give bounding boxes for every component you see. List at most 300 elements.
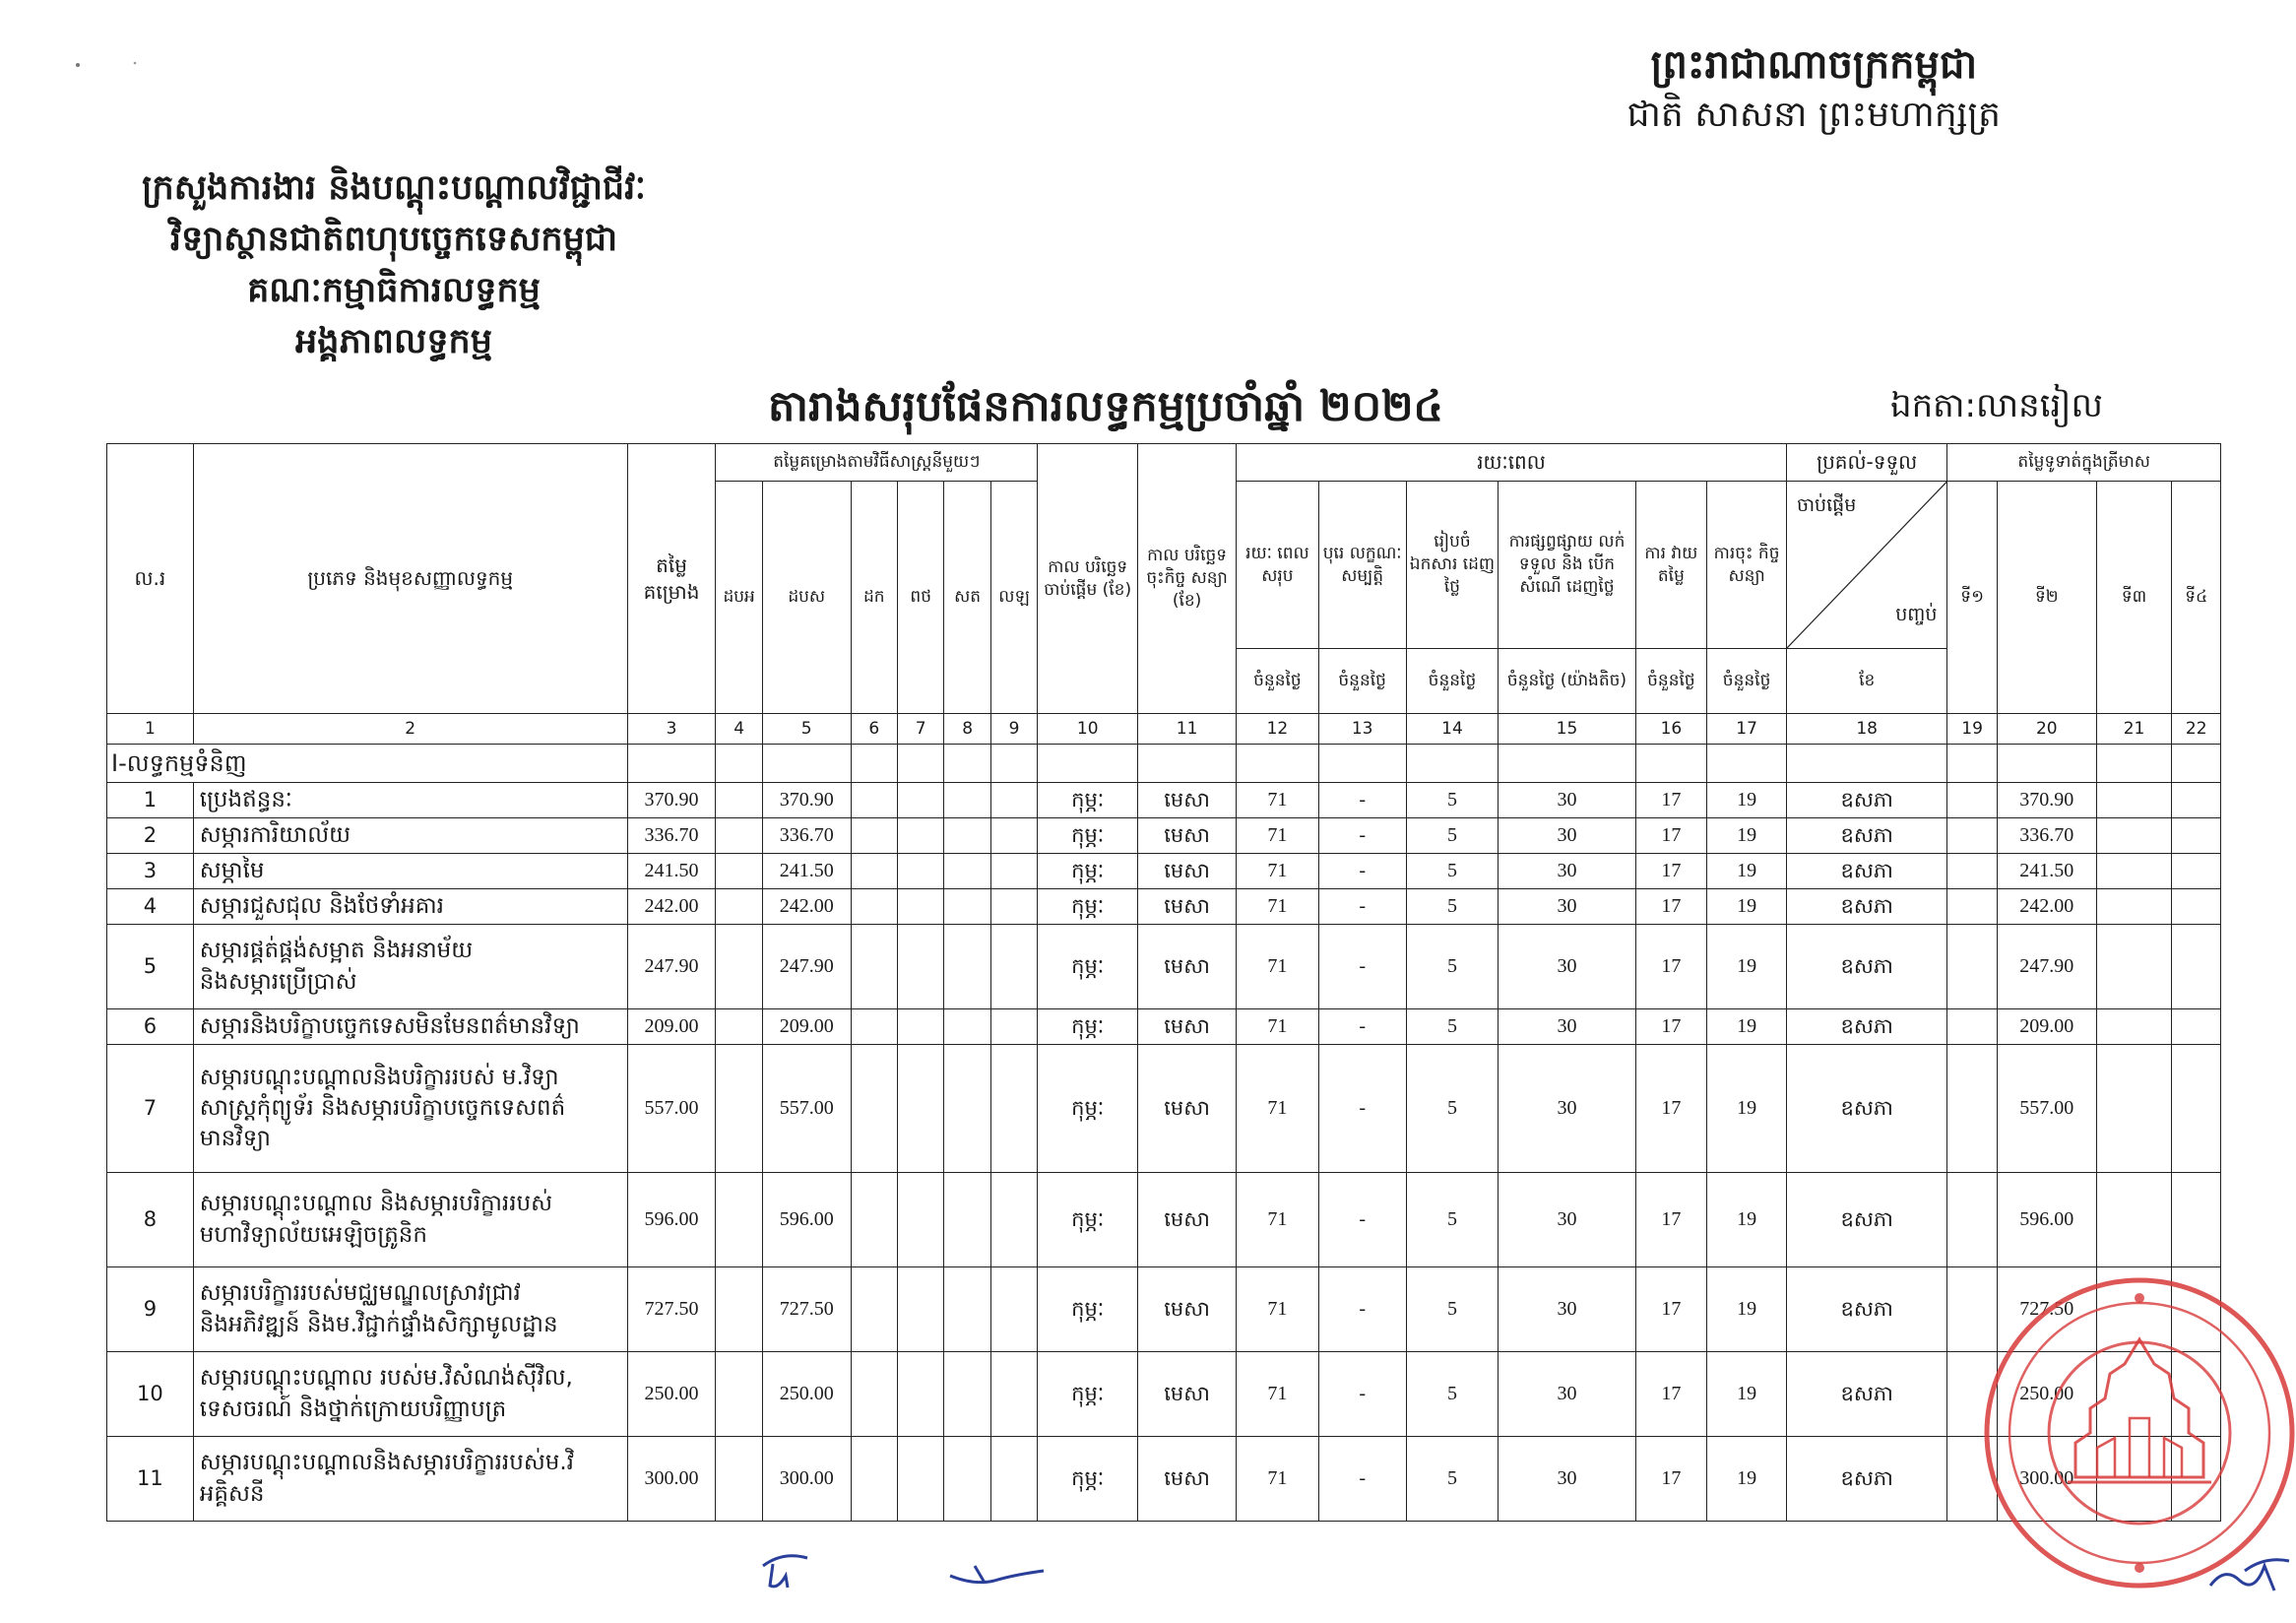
- item-name-line: មហាវិទ្យាល័យអេឡិចត្រូនិក: [199, 1221, 428, 1248]
- q4-value: [2172, 818, 2221, 854]
- handover-month: ឧសភា: [1786, 783, 1946, 818]
- item-name-line: សម្ភារជួសជុល និងថែទាំអគារ: [199, 892, 444, 919]
- method-5-value: [944, 1437, 990, 1522]
- method-6-value: [990, 1437, 1037, 1522]
- col-spec: បុរេ លក្ខណៈ សម្បត្តិ: [1318, 482, 1406, 649]
- evaluation-days: 17: [1635, 1267, 1707, 1352]
- column-number: 15: [1499, 714, 1635, 745]
- column-number: 9: [990, 714, 1037, 745]
- item-name: [193, 783, 627, 818]
- row-number: 4: [107, 889, 194, 925]
- item-name-line: ប្រេងឥន្ធនៈ: [199, 786, 292, 812]
- contract-month: មេសា: [1138, 1437, 1237, 1522]
- estimated-value: 336.70: [627, 818, 716, 854]
- item-name-line: សម្ភារនិងបរិក្ខាបច្ចេកទេសមិនមែនពត៌មានវិទ្យា: [199, 1012, 580, 1039]
- method-2-value: 241.50: [762, 854, 851, 889]
- method-4-value: [898, 1009, 944, 1045]
- q1-value: [1947, 854, 1997, 889]
- signing-days: 19: [1707, 1267, 1787, 1352]
- contract-month: មេសា: [1138, 1267, 1237, 1352]
- column-number: 6: [851, 714, 897, 745]
- method-5-value: [944, 783, 990, 818]
- title-row: [0, 379, 2296, 438]
- currency-unit: ឯកតា:លានរៀល: [1890, 386, 2103, 425]
- method-2-value: 209.00: [762, 1009, 851, 1045]
- unit-days: ចំនួនថ្ងៃ: [1318, 649, 1406, 714]
- evaluation-days: 17: [1635, 925, 1707, 1009]
- column-number: 17: [1707, 714, 1787, 745]
- method-4-value: [898, 1352, 944, 1437]
- column-number: 10: [1038, 714, 1138, 745]
- method-4-value: [898, 1173, 944, 1267]
- total-days: 71: [1237, 818, 1319, 854]
- estimated-value: 241.50: [627, 854, 716, 889]
- q3-value: [2096, 925, 2172, 1009]
- col-evaluation: ការ វាយតម្លៃ: [1635, 482, 1707, 649]
- method-3-value: [851, 1009, 897, 1045]
- col-group-quarter: តម្លៃទូទាត់ក្នុងត្រីមាស: [1947, 444, 2221, 482]
- estimated-value: 727.50: [627, 1267, 716, 1352]
- method-5-value: [944, 1045, 990, 1173]
- row-number: 2: [107, 818, 194, 854]
- method-2-value: 250.00: [762, 1352, 851, 1437]
- item-name: [193, 1173, 627, 1267]
- evaluation-days: 17: [1635, 783, 1707, 818]
- signing-days: 19: [1707, 783, 1787, 818]
- q2-value: 247.90: [1997, 925, 2096, 1009]
- method-6-value: [990, 1045, 1037, 1173]
- contract-month: មេសា: [1138, 1173, 1237, 1267]
- q2-value: 250.00: [1997, 1352, 2096, 1437]
- col-q2: ទី២: [1997, 482, 2096, 714]
- column-number: 8: [944, 714, 990, 745]
- method-6-value: [990, 854, 1037, 889]
- q3-value: [2096, 889, 2172, 925]
- item-name-line: និងសម្ភារប្រើប្រាស់: [199, 968, 357, 995]
- section-row: [107, 745, 2221, 783]
- signature-initial: [758, 1546, 837, 1595]
- spec-days: -: [1318, 1352, 1406, 1437]
- table-row: [107, 1437, 2221, 1522]
- q4-value: [2172, 783, 2221, 818]
- col-group-duration: រយៈពេល: [1237, 444, 1787, 482]
- spec-days: -: [1318, 783, 1406, 818]
- column-number: 21: [2096, 714, 2172, 745]
- q1-value: [1947, 783, 1997, 818]
- q2-value: 209.00: [1997, 1009, 2096, 1045]
- q3-value: [2096, 818, 2172, 854]
- method-1-value: [716, 1352, 762, 1437]
- advert-days: 30: [1499, 818, 1635, 854]
- col-start-end: [1786, 482, 1946, 649]
- row-number: 11: [107, 1437, 194, 1522]
- evaluation-days: 17: [1635, 854, 1707, 889]
- method-3-value: [851, 925, 897, 1009]
- column-number: 22: [2172, 714, 2221, 745]
- method-6-value: [990, 783, 1037, 818]
- start-month: កុម្ភៈ: [1038, 1352, 1138, 1437]
- docs-days: 5: [1406, 1009, 1499, 1045]
- col-method-3: ដក: [851, 482, 897, 714]
- method-2-value: 242.00: [762, 889, 851, 925]
- item-name: [193, 1267, 627, 1352]
- estimated-value: 250.00: [627, 1352, 716, 1437]
- item-name-line: សម្ភារបណ្តុះបណ្តាល និងសម្ភារបរិក្ខាររបស់: [199, 1191, 553, 1217]
- contract-month: មេសា: [1138, 1352, 1237, 1437]
- contract-month: មេសា: [1138, 925, 1237, 1009]
- col-docs: រៀបចំ ឯកសារ ដេញថ្លៃ: [1406, 482, 1499, 649]
- table-row: [107, 925, 2221, 1009]
- method-4-value: [898, 1267, 944, 1352]
- col-total-duration: រយៈ ពេល សរុប: [1237, 482, 1319, 649]
- column-number: 7: [898, 714, 944, 745]
- signature-initial: [945, 1561, 1053, 1600]
- method-4-value: [898, 889, 944, 925]
- estimated-value: 242.00: [627, 889, 716, 925]
- signing-days: 19: [1707, 1173, 1787, 1267]
- method-5-value: [944, 1267, 990, 1352]
- col-q4: ទី៤: [2172, 482, 2221, 714]
- method-5-value: [944, 1173, 990, 1267]
- method-1-value: [716, 925, 762, 1009]
- row-number: 5: [107, 925, 194, 1009]
- start-month: កុម្ភៈ: [1038, 1437, 1138, 1522]
- q2-value: 370.90: [1997, 783, 2096, 818]
- method-6-value: [990, 1267, 1037, 1352]
- handover-month: ឧសភា: [1786, 1009, 1946, 1045]
- q3-value: [2096, 1173, 2172, 1267]
- docs-days: 5: [1406, 1267, 1499, 1352]
- column-number: 20: [1997, 714, 2096, 745]
- row-number: 3: [107, 854, 194, 889]
- col-q1: ទី១: [1947, 482, 1997, 714]
- col-start: ចាប់ផ្តើម: [1796, 494, 1857, 516]
- signing-days: 19: [1707, 854, 1787, 889]
- q4-value: [2172, 1045, 2221, 1173]
- contract-month: មេសា: [1138, 889, 1237, 925]
- total-days: 71: [1237, 1009, 1319, 1045]
- table-row: [107, 854, 2221, 889]
- start-month: កុម្ភៈ: [1038, 783, 1138, 818]
- method-1-value: [716, 1437, 762, 1522]
- table-row: [107, 1009, 2221, 1045]
- docs-days: 5: [1406, 925, 1499, 1009]
- unit-days: ចំនួនថ្ងៃ: [1635, 649, 1707, 714]
- evaluation-days: 17: [1635, 1045, 1707, 1173]
- item-name-line: និងអភិវឌ្ឍន៍ និងម.វិជ្ជាក់ផ្ទាំងសិក្សាមូលដ្ឋាន: [199, 1311, 558, 1337]
- method-5-value: [944, 1352, 990, 1437]
- method-4-value: [898, 783, 944, 818]
- method-2-value: 247.90: [762, 925, 851, 1009]
- method-5-value: [944, 925, 990, 1009]
- handover-month: ឧសភា: [1786, 925, 1946, 1009]
- signature-initial: [2205, 1546, 2294, 1605]
- column-number: 1: [107, 714, 194, 745]
- method-2-value: 300.00: [762, 1437, 851, 1522]
- q3-value: [2096, 1009, 2172, 1045]
- evaluation-days: 17: [1635, 1437, 1707, 1522]
- method-6-value: [990, 1173, 1037, 1267]
- q1-value: [1947, 1009, 1997, 1045]
- handover-month: ឧសភា: [1786, 1173, 1946, 1267]
- method-1-value: [716, 818, 762, 854]
- item-name-line: សម្ភារបណ្តុះបណ្តាលនិងសម្ភារបរិក្ខាររបស់ម.វិ: [199, 1450, 574, 1476]
- q1-value: [1947, 889, 1997, 925]
- item-name: [193, 1045, 627, 1173]
- col-q3: ទី៣: [2096, 482, 2172, 714]
- section-title: I-លទ្ធកម្មទំនិញ: [107, 745, 628, 783]
- estimated-value: 370.90: [627, 783, 716, 818]
- method-3-value: [851, 1267, 897, 1352]
- col-method-2: ដបស: [762, 482, 851, 714]
- signing-days: 19: [1707, 818, 1787, 854]
- national-header: [1627, 39, 2001, 140]
- method-6-value: [990, 818, 1037, 854]
- col-est-value: តម្លៃ គម្រោង: [627, 444, 716, 714]
- q3-value: [2096, 1045, 2172, 1173]
- unit-month: ខែ: [1786, 649, 1946, 714]
- col-type-name: ប្រភេទ និងមុខសញ្ញាលទ្ធកម្ម: [193, 444, 627, 714]
- contract-month: មេសា: [1138, 854, 1237, 889]
- column-number: 5: [762, 714, 851, 745]
- table-row: [107, 1267, 2221, 1352]
- advert-days: 30: [1499, 1173, 1635, 1267]
- q4-value: [2172, 925, 2221, 1009]
- col-contract-date: កាល បរិច្ឆេទ ចុះកិច្ច សន្យា (ខែ): [1138, 444, 1237, 714]
- total-days: 71: [1237, 783, 1319, 818]
- col-method-5: សត: [944, 482, 990, 714]
- contract-month: មេសា: [1138, 1009, 1237, 1045]
- advert-days: 30: [1499, 854, 1635, 889]
- method-2-value: 727.50: [762, 1267, 851, 1352]
- evaluation-days: 17: [1635, 1173, 1707, 1267]
- method-6-value: [990, 1009, 1037, 1045]
- advert-days: 30: [1499, 889, 1635, 925]
- start-month: កុម្ភៈ: [1038, 889, 1138, 925]
- estimated-value: 300.00: [627, 1437, 716, 1522]
- procurement-plan-table: [106, 443, 2221, 1522]
- row-number: 7: [107, 1045, 194, 1173]
- method-6-value: [990, 1352, 1037, 1437]
- spec-days: -: [1318, 1267, 1406, 1352]
- item-name: [193, 854, 627, 889]
- signing-days: 19: [1707, 1437, 1787, 1522]
- spec-days: -: [1318, 1173, 1406, 1267]
- q3-value: [2096, 783, 2172, 818]
- method-3-value: [851, 889, 897, 925]
- q1-value: [1947, 818, 1997, 854]
- item-name-line: សម្ភារបណ្តុះបណ្តាលនិងបរិក្ខាររបស់ ម.វិទ្យា: [199, 1064, 559, 1090]
- item-name-line: មានវិទ្យា: [199, 1126, 271, 1152]
- column-number: 19: [1947, 714, 1997, 745]
- docs-days: 5: [1406, 818, 1499, 854]
- item-name: [193, 818, 627, 854]
- document-title: តារាងសរុបផែនការលទ្ធកម្មប្រចាំឆ្នាំ ២០២៤: [768, 382, 1444, 431]
- method-3-value: [851, 1045, 897, 1173]
- method-3-value: [851, 1437, 897, 1522]
- item-name: [193, 889, 627, 925]
- q4-value: [2172, 854, 2221, 889]
- institute-name: វិទ្យាស្ថានជាតិពហុបច្ចេកទេសកម្ពុជា: [169, 220, 618, 259]
- method-4-value: [898, 854, 944, 889]
- col-prep-start: កាល បរិច្ឆេទ ចាប់ផ្តើម (ខែ): [1038, 444, 1138, 714]
- q2-value: 300.00: [1997, 1437, 2096, 1522]
- advert-days: 30: [1499, 1267, 1635, 1352]
- method-4-value: [898, 925, 944, 1009]
- contract-month: មេសា: [1138, 818, 1237, 854]
- q4-value: [2172, 1009, 2221, 1045]
- col-end: បញ្ចប់: [1895, 604, 1938, 626]
- start-month: កុម្ភៈ: [1038, 1173, 1138, 1267]
- method-4-value: [898, 818, 944, 854]
- q2-value: 727.50: [1997, 1267, 2096, 1352]
- ministry-name: ក្រសួងការងារ និងបណ្តុះបណ្តាលវិជ្ជាជីវៈ: [142, 168, 646, 208]
- start-month: កុម្ភៈ: [1038, 1009, 1138, 1045]
- q4-value: [2172, 1173, 2221, 1267]
- total-days: 71: [1237, 1352, 1319, 1437]
- table-row: [107, 1045, 2221, 1173]
- item-name: [193, 1352, 627, 1437]
- total-days: 71: [1237, 925, 1319, 1009]
- table-row: [107, 1173, 2221, 1267]
- item-name-line: សាស្ត្រកុំព្យូទ័រ និងសម្ភារបរិក្ខាបច្ចេកទេសពត៌: [199, 1094, 566, 1121]
- spec-days: -: [1318, 854, 1406, 889]
- docs-days: 5: [1406, 1173, 1499, 1267]
- item-name-line: សម្ភាមៃ: [199, 857, 265, 883]
- advert-days: 30: [1499, 1045, 1635, 1173]
- start-month: កុម្ភៈ: [1038, 1045, 1138, 1173]
- method-1-value: [716, 889, 762, 925]
- national-motto: ជាតិ សាសនា ព្រះមហាក្សត្រ: [1626, 95, 2001, 135]
- unit-days: ចំនួនថ្ងៃ: [1237, 649, 1319, 714]
- method-5-value: [944, 854, 990, 889]
- table-row: [107, 818, 2221, 854]
- table-row: [107, 889, 2221, 925]
- handover-month: ឧសភា: [1786, 1437, 1946, 1522]
- evaluation-days: 17: [1635, 818, 1707, 854]
- column-number: 11: [1138, 714, 1237, 745]
- method-6-value: [990, 925, 1037, 1009]
- total-days: 71: [1237, 1173, 1319, 1267]
- column-number: 3: [627, 714, 716, 745]
- start-month: កុម្ភៈ: [1038, 818, 1138, 854]
- handover-month: ឧសភា: [1786, 854, 1946, 889]
- contract-month: មេសា: [1138, 783, 1237, 818]
- item-name: [193, 1437, 627, 1522]
- row-number: 8: [107, 1173, 194, 1267]
- column-number-row: [107, 714, 2221, 745]
- row-number: 10: [107, 1352, 194, 1437]
- total-days: 71: [1237, 1045, 1319, 1173]
- method-5-value: [944, 889, 990, 925]
- method-1-value: [716, 1045, 762, 1173]
- estimated-value: 247.90: [627, 925, 716, 1009]
- spec-days: -: [1318, 1009, 1406, 1045]
- spec-days: -: [1318, 1437, 1406, 1522]
- handover-month: ឧសភា: [1786, 889, 1946, 925]
- scan-speck: [74, 59, 153, 79]
- q2-value: 557.00: [1997, 1045, 2096, 1173]
- advert-days: 30: [1499, 925, 1635, 1009]
- handover-month: ឧសភា: [1786, 818, 1946, 854]
- handover-month: ឧសភា: [1786, 1352, 1946, 1437]
- docs-days: 5: [1406, 783, 1499, 818]
- signing-days: 19: [1707, 925, 1787, 1009]
- col-signing: ការចុះ កិច្ច សន្យា: [1707, 482, 1787, 649]
- method-1-value: [716, 854, 762, 889]
- method-3-value: [851, 1173, 897, 1267]
- col-method-4: ពថ: [898, 482, 944, 714]
- spec-days: -: [1318, 1045, 1406, 1173]
- handover-month: ឧសភា: [1786, 1267, 1946, 1352]
- method-3-value: [851, 1352, 897, 1437]
- method-1-value: [716, 1267, 762, 1352]
- method-2-value: 557.00: [762, 1045, 851, 1173]
- advert-days: 30: [1499, 1437, 1635, 1522]
- advert-days: 30: [1499, 783, 1635, 818]
- column-number: 2: [193, 714, 627, 745]
- q2-value: 596.00: [1997, 1173, 2096, 1267]
- col-method-1: ដបអ: [716, 482, 762, 714]
- table-row: [107, 783, 2221, 818]
- method-5-value: [944, 1009, 990, 1045]
- item-name-line: សម្ភារបណ្តុះបណ្តាល របស់ម.វិសំណង់ស៊ីវិល,: [199, 1365, 573, 1392]
- unit-name: អង្គភាពលទ្ធកម្ម: [295, 322, 492, 361]
- total-days: 71: [1237, 1267, 1319, 1352]
- method-1-value: [716, 1009, 762, 1045]
- method-1-value: [716, 783, 762, 818]
- estimated-value: 596.00: [627, 1173, 716, 1267]
- col-method-6: លឡ: [990, 482, 1037, 714]
- q1-value: [1947, 1173, 1997, 1267]
- q1-value: [1947, 925, 1997, 1009]
- estimated-value: 557.00: [627, 1045, 716, 1173]
- estimated-value: 209.00: [627, 1009, 716, 1045]
- col-group-methods: តម្លៃគម្រោងតាមវិធីសាស្ត្រនីមួយៗ: [716, 444, 1038, 482]
- column-number: 13: [1318, 714, 1406, 745]
- signing-days: 19: [1707, 1352, 1787, 1437]
- docs-days: 5: [1406, 854, 1499, 889]
- col-group-handover: ប្រគល់-ទទួល: [1786, 444, 1946, 482]
- method-4-value: [898, 1437, 944, 1522]
- item-name-line: អគ្គិសនី: [199, 1480, 265, 1507]
- column-number: 12: [1237, 714, 1319, 745]
- q2-value: 336.70: [1997, 818, 2096, 854]
- row-number: 9: [107, 1267, 194, 1352]
- method-2-value: 370.90: [762, 783, 851, 818]
- table-row: [107, 1352, 2221, 1437]
- column-number: 14: [1406, 714, 1499, 745]
- total-days: 71: [1237, 889, 1319, 925]
- signing-days: 19: [1707, 889, 1787, 925]
- method-5-value: [944, 818, 990, 854]
- handover-month: ឧសភា: [1786, 1045, 1946, 1173]
- item-name-line: សម្ភារផ្គត់ផ្គង់សម្អាត និងអនាម័យ: [199, 938, 474, 964]
- evaluation-days: 17: [1635, 1009, 1707, 1045]
- spec-days: -: [1318, 818, 1406, 854]
- method-1-value: [716, 1173, 762, 1267]
- advert-days: 30: [1499, 1009, 1635, 1045]
- start-month: កុម្ភៈ: [1038, 1267, 1138, 1352]
- method-2-value: 336.70: [762, 818, 851, 854]
- start-month: កុម្ភៈ: [1038, 925, 1138, 1009]
- method-6-value: [990, 889, 1037, 925]
- row-number: 1: [107, 783, 194, 818]
- kingdom-name: ព្រះរាជាណាចក្រកម្ពុជា: [1650, 42, 1978, 88]
- method-4-value: [898, 1045, 944, 1173]
- method-3-value: [851, 818, 897, 854]
- item-name-line: សម្ភារការិយាល័យ: [199, 821, 351, 848]
